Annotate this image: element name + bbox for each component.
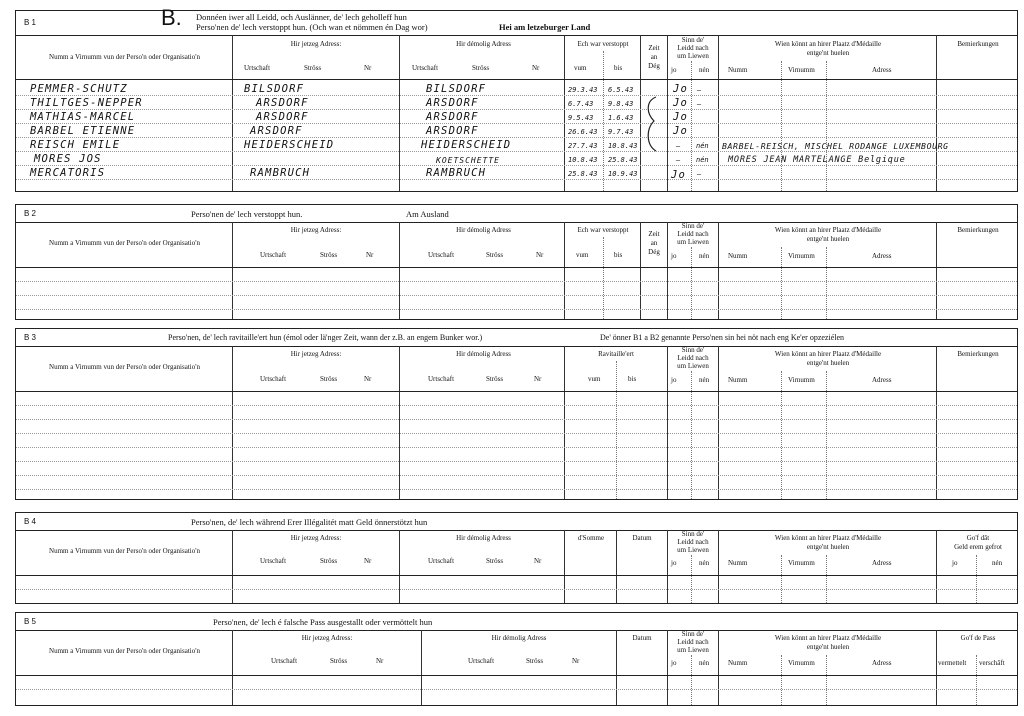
section-b5	[15, 612, 1018, 706]
col-nr-2: Nr	[536, 251, 544, 259]
table-rule	[399, 346, 400, 499]
col-ortschaft: Urtschaft	[260, 251, 287, 259]
col-stross: Ströss	[304, 64, 322, 72]
col-current-address: Hir jetzeg Adress:	[290, 534, 342, 542]
col-remarks: Bemierkungen	[957, 350, 999, 358]
table-rule	[564, 346, 565, 499]
col-nen: nén	[699, 66, 710, 74]
col-ortschaft: Urtschaft	[271, 657, 298, 665]
col-verschaft: verschâft	[979, 659, 1005, 667]
col-medal-1: Wien könnt an hirer Plaatz d'Médaille	[774, 40, 882, 48]
col-suffered-3: um Liewen	[677, 52, 709, 60]
section-title: Perso'nen, de' lech é falsche Pass ausgestallt oder vermöttelt hun	[213, 617, 433, 627]
col-vum: vum	[588, 375, 601, 383]
table-rule	[936, 35, 937, 191]
form-letter: B.	[161, 5, 182, 30]
col-name-header: Numm a Virnumm vun der Perso'n oder Organisatio'n	[49, 239, 200, 247]
table-rule	[16, 267, 1017, 268]
table-rule	[399, 530, 400, 603]
row-jo: Jo	[671, 169, 687, 181]
col-virnumm: Virnumm	[788, 252, 815, 260]
section-title: Perso'nen, de' lech während Erer Illégalitét matt Geld önnerstötzt hun	[191, 517, 428, 527]
col-bis: bis	[614, 64, 623, 72]
col-stross-2: Ströss	[486, 557, 504, 565]
row-bis: 9.7.43	[608, 128, 634, 136]
col-ortschaft-2: Urtschaft	[428, 557, 455, 565]
row-name: MORES JOS	[34, 153, 102, 165]
table-rule	[616, 630, 617, 705]
table-rule	[718, 346, 719, 499]
col-suffered-2: Leidd nach	[677, 538, 709, 546]
col-virnumm: Virnumm	[788, 66, 815, 74]
row-nen: nén	[696, 156, 709, 164]
col-hidden: Ech war verstoppt	[577, 40, 629, 48]
table-rule	[616, 361, 617, 499]
col-stross: Ströss	[320, 557, 338, 565]
row-former: ARSDORF	[426, 125, 479, 137]
table-rule	[691, 555, 692, 603]
row-vum: 6.7.43	[568, 100, 594, 108]
col-numm: Numm	[728, 559, 748, 567]
table-rule	[640, 35, 641, 191]
table-rule	[667, 530, 668, 603]
col-nr-2: Nr	[534, 375, 542, 383]
col-suffered-2: Leidd nach	[677, 354, 709, 362]
col-medal-1: Wien könnt an hirer Plaatz d'Médaille	[774, 634, 882, 642]
table-rule	[781, 555, 782, 603]
row-bis: 25.8.43	[608, 156, 638, 164]
table-rule	[16, 295, 1017, 296]
col-suffered-3: um Liewen	[677, 238, 709, 246]
table-rule	[691, 61, 692, 191]
col-gold-nen: nén	[992, 559, 1003, 567]
table-rule	[667, 630, 668, 705]
col-name-header: Numm a Virnumm vun der Perso'n oder Organisatio'n	[49, 647, 200, 655]
row-former: ARSDORF	[426, 111, 479, 123]
bracket-mark	[642, 95, 666, 155]
col-bis: bis	[628, 375, 637, 383]
col-remarks: Bemierkungen	[957, 226, 999, 234]
col-virnumm: Virnumm	[788, 559, 815, 567]
col-former-address: Hir démolig Adress	[456, 40, 511, 48]
row-vum: 10.8.43	[568, 156, 598, 164]
header-line1: Donnéen iwer all Leidd, och Auslänner, de' lech geholleff hun	[196, 12, 407, 22]
row-name: REISCH EMILE	[30, 139, 121, 151]
table-rule	[603, 51, 604, 191]
section-b1	[15, 5, 1018, 192]
col-jo: jo	[671, 252, 677, 260]
row-current: BILSDORF	[244, 83, 305, 95]
row-bis: 9.8.43	[608, 100, 634, 108]
table-rule	[16, 79, 1017, 80]
section-b2	[15, 204, 1018, 320]
col-stross-2: Ströss	[486, 375, 504, 383]
row-bis: 10.9.43	[608, 170, 638, 178]
col-nr: Nr	[376, 657, 384, 665]
col-pass: Go'f de Pass	[960, 634, 996, 642]
col-zeit-an: an	[650, 53, 658, 61]
table-rule	[564, 222, 565, 319]
col-zeit-an: an	[650, 239, 658, 247]
row-name: PEMMER-SCHUTZ	[30, 83, 128, 95]
col-name-header: Numm a Virnumm vun der Perso'n oder Organisatio'n	[49, 363, 200, 371]
col-vum: vum	[574, 64, 587, 72]
section-code: B 5	[24, 617, 37, 626]
table-rule	[232, 630, 233, 705]
col-suffered-2: Leidd nach	[677, 44, 709, 52]
col-datum: Datum	[632, 534, 652, 542]
col-medal-2: entge'nt huelen	[806, 49, 850, 57]
col-jo: jo	[671, 66, 677, 74]
table-rule	[16, 309, 1017, 310]
table-rule	[936, 346, 937, 499]
row-vum: 26.6.43	[568, 128, 598, 136]
row-name: THILTGES-NEPPER	[30, 97, 143, 109]
col-hidden: Ech war verstoppt	[577, 226, 629, 234]
row-jo: —	[676, 142, 681, 150]
table-rule	[603, 237, 604, 319]
col-former-address: Hir démolig Adress	[456, 534, 511, 542]
col-stross-2: Ströss	[526, 657, 544, 665]
col-medal-2: entge'nt huelen	[806, 643, 850, 651]
row-nen: —	[697, 86, 702, 94]
col-ortschaft: Urtschaft	[260, 557, 287, 565]
col-current-address: Hir jetzeg Adress:	[290, 226, 342, 234]
table-rule	[564, 35, 565, 191]
col-nr-2: Nr	[532, 64, 540, 72]
col-ortschaft-2: Urtschaft	[468, 657, 495, 665]
row-bis: 10.8.43	[608, 142, 638, 150]
col-numm: Numm	[728, 376, 748, 384]
table-rule	[16, 137, 1017, 138]
table-rule	[16, 689, 1017, 690]
table-rule	[718, 35, 719, 191]
col-nr: Nr	[366, 251, 374, 259]
col-somme: d'Somme	[577, 534, 605, 542]
col-stross: Ströss	[320, 251, 338, 259]
section-b3-title-row	[16, 329, 1017, 347]
col-stross: Ströss	[330, 657, 348, 665]
table-rule	[232, 346, 233, 499]
col-suffered-1: Sinn de'	[681, 530, 705, 538]
row-current: ARSDORF	[250, 125, 303, 137]
col-suffered-3: um Liewen	[677, 546, 709, 554]
col-suffered-2: Leidd nach	[677, 230, 709, 238]
row-jo: Jo	[673, 125, 689, 137]
section-b4-title-row	[16, 513, 1017, 531]
section-title: Perso'nen, de' lech ravitaille'ert hun (émol oder lä'nger Zeit, wann der z.B. an engem Bunker wor.)	[168, 333, 483, 342]
table-rule	[16, 433, 1017, 434]
col-jo: jo	[671, 659, 677, 667]
table-rule	[399, 222, 400, 319]
row-jo: —	[676, 156, 681, 164]
col-remarks: Bemierkungen	[957, 40, 999, 48]
table-rule	[16, 405, 1017, 406]
row-nen: nén	[696, 142, 709, 150]
row-nen: —	[697, 100, 702, 108]
col-medal-1: Wien könnt an hirer Plaatz d'Médaille	[774, 226, 882, 234]
col-nen: nén	[699, 559, 710, 567]
col-nr-2: Nr	[572, 657, 580, 665]
col-medal-2: entge'nt huelen	[806, 235, 850, 243]
row-former: BILSDORF	[426, 83, 487, 95]
table-rule	[616, 530, 617, 603]
row-former: KOETSCHETTE	[436, 156, 500, 165]
table-rule	[936, 222, 937, 319]
col-former-address: Hir démolig Adress	[456, 350, 511, 358]
section-title: Perso'nen de' lech verstoppt hun.	[191, 209, 303, 219]
col-virnumm: Virnumm	[788, 376, 815, 384]
row-vum: 25.8.43	[568, 170, 598, 178]
col-adress: Adress	[872, 559, 892, 567]
col-stross: Ströss	[320, 375, 338, 383]
row-name: MERCATORIS	[30, 167, 106, 179]
row-vum: 9.5.43	[568, 114, 594, 122]
col-suffered-1: Sinn de'	[681, 630, 705, 638]
col-medal-1: Wien könnt an hirer Plaatz d'Médaille	[774, 350, 882, 358]
row-former: HEIDERSCHEID	[421, 139, 512, 151]
row-current: HEIDERSCHEID	[244, 139, 335, 151]
table-rule	[564, 530, 565, 603]
col-ortschaft-2: Urtschaft	[428, 375, 455, 383]
section-b4	[15, 512, 1018, 604]
row-jo: Jo	[673, 97, 689, 109]
table-rule	[691, 655, 692, 705]
header-line2: Perso'nen de' lech verstoppt hun. (Och wan et nömmen én Dag wor)	[196, 22, 428, 32]
table-rule	[16, 447, 1017, 448]
table-rule	[16, 281, 1017, 282]
row-bis: 6.5.43	[608, 86, 634, 94]
col-suffered-1: Sinn de'	[681, 346, 705, 354]
col-nr: Nr	[364, 64, 372, 72]
col-zeit: Zeit	[648, 44, 660, 52]
table-rule	[16, 109, 1017, 110]
table-rule	[16, 123, 1017, 124]
table-rule	[16, 95, 1017, 96]
table-rule	[16, 391, 1017, 392]
row-bis: 1.6.43	[608, 114, 634, 122]
section-code: B 2	[24, 209, 37, 218]
row-medal: BARBEL-REISCH, MISCHEL RODANGE LUXEMBOURG	[722, 141, 949, 151]
section-b2-title-row	[16, 205, 1017, 223]
table-rule	[16, 419, 1017, 420]
col-suffered-2: Leidd nach	[677, 638, 709, 646]
col-zeit: Zeit	[648, 230, 660, 238]
col-former-address: Hir démolig Adress	[491, 634, 547, 642]
table-rule	[232, 222, 233, 319]
table-rule	[826, 555, 827, 603]
col-name-header: Numm a Virnumm vun der Perso'n oder Organisatio'n	[49, 547, 200, 555]
col-bis: bis	[614, 251, 623, 259]
col-adress: Adress	[872, 659, 892, 667]
table-rule	[16, 575, 1017, 576]
row-former: ARSDORF	[426, 97, 479, 109]
table-rule	[421, 630, 422, 705]
col-gold-jo: jo	[952, 559, 958, 567]
col-datum: Datum	[632, 634, 652, 642]
col-zeit-deg: Dég	[648, 248, 660, 256]
col-numm: Numm	[728, 66, 748, 74]
table-rule	[16, 675, 1017, 676]
table-rule	[399, 35, 400, 191]
col-stross-2: Ströss	[472, 64, 490, 72]
table-rule	[16, 165, 1017, 166]
col-ortschaft-2: Urtschaft	[428, 251, 455, 259]
table-rule	[826, 655, 827, 705]
table-rule	[718, 530, 719, 603]
col-nr: Nr	[364, 375, 372, 383]
table-rule	[718, 630, 719, 705]
table-rule	[667, 346, 668, 499]
section-title-right: De' önner B1 a B2 genannte Perso'nen sin hei nöt nach eng Ke'er opzeziélen	[600, 333, 845, 342]
col-vermettelt: vermettelt	[938, 659, 967, 667]
row-medal: MORES JEAN MARTELANGE Belgique	[728, 155, 906, 165]
table-rule	[16, 475, 1017, 476]
row-current: RAMBRUCH	[250, 167, 311, 179]
col-suffered-3: um Liewen	[677, 646, 709, 654]
table-rule	[667, 35, 668, 191]
table-rule	[16, 179, 1017, 180]
table-rule	[781, 655, 782, 705]
row-name: BARBEL ETIENNE	[30, 125, 136, 137]
col-adress: Adress	[872, 376, 892, 384]
col-ortschaft: Urtschaft	[244, 64, 271, 72]
row-current: ARSDORF	[256, 111, 309, 123]
row-current: ARSDORF	[256, 97, 309, 109]
row-jo: Jo	[673, 111, 689, 123]
table-rule	[640, 222, 641, 319]
col-virnumm: Virnumm	[788, 659, 815, 667]
table-rule	[667, 222, 668, 319]
section-code: B 3	[24, 333, 37, 342]
col-current-address: Hir jetzeg Adress:	[290, 350, 342, 358]
table-rule	[718, 222, 719, 319]
col-current-address: Hir jetzeg Adress:	[301, 634, 353, 642]
section-b3	[15, 328, 1018, 500]
col-nen: nén	[699, 252, 710, 260]
col-stross-2: Ströss	[486, 251, 504, 259]
table-rule	[232, 35, 233, 191]
row-nen: —	[697, 170, 702, 178]
col-nr: Nr	[364, 557, 372, 565]
col-numm: Numm	[728, 659, 748, 667]
table-rule	[976, 555, 977, 603]
col-jo: jo	[671, 376, 677, 384]
table-rule	[16, 589, 1017, 590]
table-rule	[936, 530, 937, 603]
table-rule	[826, 61, 827, 191]
section-b1-title-row	[16, 5, 1017, 36]
col-suffered-3: um Liewen	[677, 362, 709, 370]
col-numm: Numm	[728, 252, 748, 260]
col-gold-2: Geld erem gefrot	[954, 543, 1002, 551]
table-rule	[781, 61, 782, 191]
row-jo: Jo	[673, 83, 689, 95]
col-adress: Adress	[872, 66, 892, 74]
col-medal-2: entge'nt huelen	[806, 359, 850, 367]
table-rule	[976, 655, 977, 705]
col-suffered-1: Sinn de'	[681, 222, 705, 230]
row-vum: 27.7.43	[568, 142, 598, 150]
table-rule	[16, 489, 1017, 490]
row-vum: 29.3.43	[568, 86, 598, 94]
table-rule	[232, 530, 233, 603]
col-adress: Adress	[872, 252, 892, 260]
col-nen: nén	[699, 659, 710, 667]
col-vum: vum	[576, 251, 589, 259]
col-zeit-deg: Dég	[648, 62, 660, 70]
col-ravitailleert: Ravitaille'ert	[598, 350, 634, 358]
section-b5-title-row	[16, 613, 1017, 631]
col-jo: jo	[671, 559, 677, 567]
col-name-header: Numm a Virnumm vun der Perso'n oder Organisatio'n	[49, 53, 200, 61]
col-medal-1: Wien könnt an hirer Plaatz d'Médaille	[774, 534, 882, 542]
col-ortschaft: Urtschaft	[260, 375, 287, 383]
col-gold-1: Go'f dât	[966, 534, 990, 542]
table-rule	[936, 630, 937, 705]
section-code: B 4	[24, 517, 37, 526]
table-rule	[16, 151, 1017, 152]
row-former: RAMBRUCH	[426, 167, 487, 179]
col-ortschaft-2: Urtschaft	[412, 64, 439, 72]
section-title-right: Am Ausland	[406, 209, 449, 219]
section-code: B 1	[24, 18, 37, 27]
col-current-address: Hir jetzeg Adress:	[290, 40, 342, 48]
header-line2-right: Hei am letzeburger Land	[499, 22, 591, 32]
table-rule	[16, 461, 1017, 462]
col-nr-2: Nr	[534, 557, 542, 565]
col-medal-2: entge'nt huelen	[806, 543, 850, 551]
col-former-address: Hir démolig Adress	[456, 226, 511, 234]
col-nen: nén	[699, 376, 710, 384]
col-suffered-1: Sinn de'	[681, 36, 705, 44]
row-name: MATHIAS-MARCEL	[30, 111, 136, 123]
